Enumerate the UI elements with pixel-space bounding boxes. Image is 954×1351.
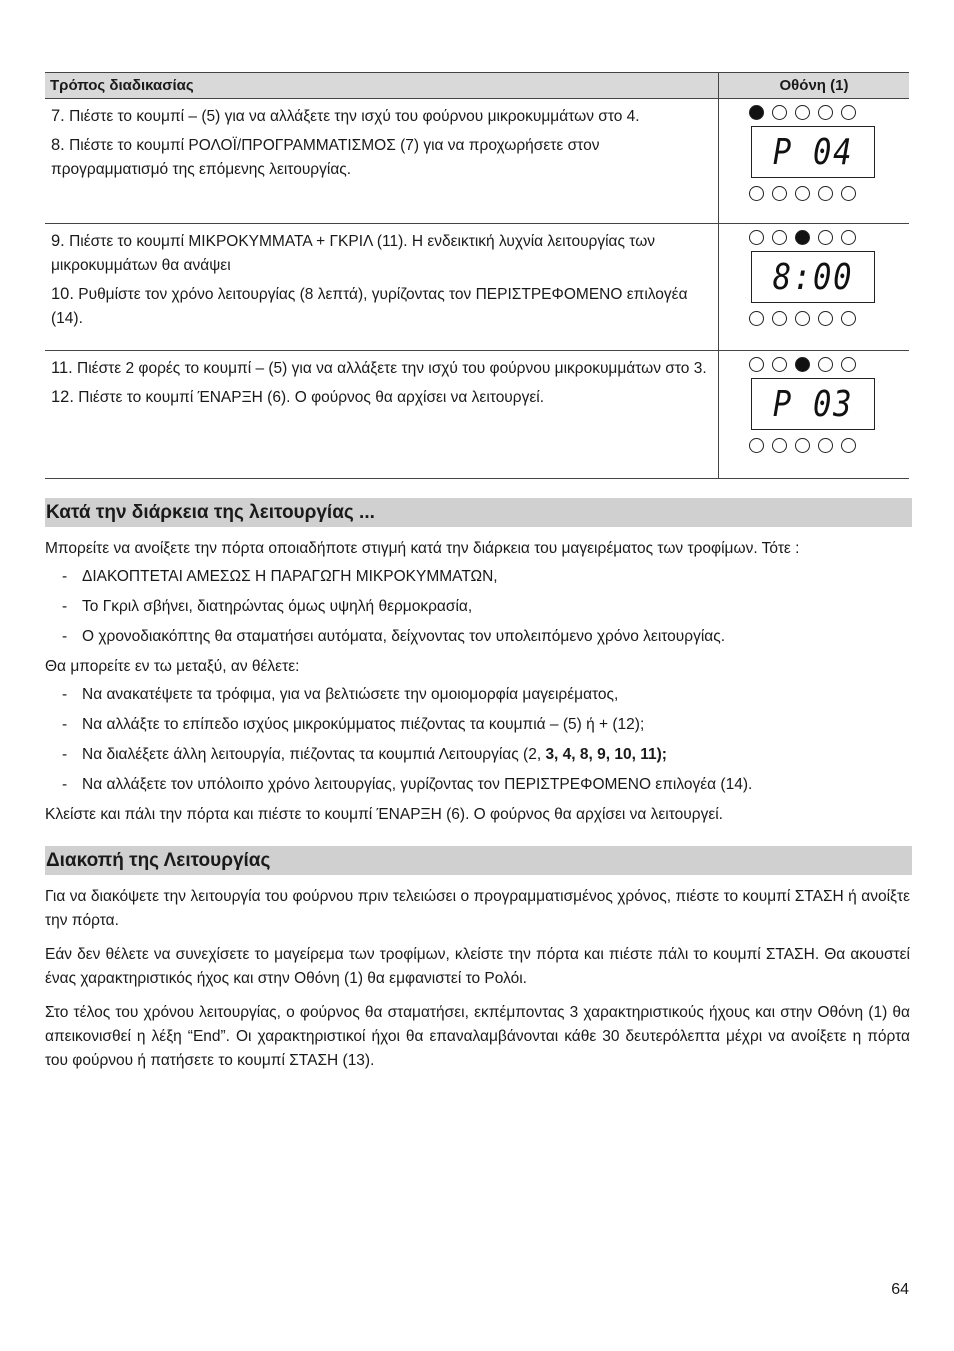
- indicator-light-off: [841, 438, 856, 453]
- indicator-lights-top: [749, 354, 909, 374]
- table-row: [45, 224, 909, 351]
- indicator-light-off: [818, 311, 833, 326]
- bullet-list: [45, 683, 910, 797]
- indicator-light-off: [749, 357, 764, 372]
- indicator-light-off: [795, 438, 810, 453]
- indicator-light-off: [841, 230, 856, 245]
- indicator-light-off: [749, 438, 764, 453]
- indicator-light-off: [841, 311, 856, 326]
- indicator-light-off: [772, 357, 787, 372]
- indicator-light-off: [795, 105, 810, 120]
- paragraph: Για να διακόψετε την λειτουργία του φούρνου πριν τελειώσει ο προγραμματισμένος χρόνος, πιέστε το κουμπί ΣΤΑΣΗ ή ανοίξτε την πόρτα.: [45, 888, 910, 929]
- list-item: - Να διαλέξετε άλλη λειτουργία, πιέζοντας τα κουμπιά Λειτουργίας (2, 3, 4, 8, 9, 10, 11);: [45, 743, 910, 767]
- indicator-light-off: [772, 311, 787, 326]
- lcd-screen: P 03: [751, 378, 875, 430]
- indicator-lights-top: [749, 227, 909, 247]
- indicator-light-off: [795, 311, 810, 326]
- lcd-screen: P 04: [751, 126, 875, 178]
- indicator-light-off: [818, 357, 833, 372]
- section-heading-stop-operation: Διακοπή της Λειτουργίας: [45, 846, 912, 875]
- indicator-light-off: [772, 105, 787, 120]
- list-item: - Να αλλάξτε το επίπεδο ισχύος μικροκύμματος πιέζοντας τα κουμπιά – (5) ή + (12);: [45, 713, 910, 737]
- table-row: [45, 99, 909, 224]
- indicator-light-off: [818, 438, 833, 453]
- indicator-light-on: [795, 357, 810, 372]
- oven-display: [719, 99, 910, 224]
- paragraph: Εάν δεν θέλετε να συνεχίσετε το μαγείρεμα των τροφίμων, κλείστε την πόρτα και πιέστε πάλι το κουμπί ΣΤΑΣΗ. Θα ακουστεί ένας χαρακτηριστικός ήχος και στην Οθόνη (1) θα εμφανιστεί το Ρολόι.: [45, 946, 910, 987]
- header-procedure: Τρόπος διαδικασίας: [45, 73, 719, 99]
- procedure-table: [45, 72, 909, 479]
- indicator-light-off: [818, 105, 833, 120]
- indicator-light-off: [795, 186, 810, 201]
- list-item: - ΔΙΑΚΟΠΤΕΤΑΙ ΑΜΕΣΩΣ Η ΠΑΡΑΓΩΓΗ ΜΙΚΡΟΚΥΜΜΑΤΩΝ,: [45, 565, 910, 589]
- indicator-light-on: [795, 230, 810, 245]
- section-heading-during-operation: Κατά την διάρκεια της λειτουργίας ...: [45, 498, 912, 527]
- step-12: 12. Πιέστε το κουμπί ΈΝΑΡΞΗ (6). Ο φούρνος θα αρχίσει να λειτουργεί.: [51, 388, 545, 406]
- indicator-light-off: [749, 311, 764, 326]
- document-page: [45, 72, 910, 1073]
- table-row: [45, 351, 909, 479]
- step-10: 10. Ρυθμίστε τον χρόνο λειτουργίας (8 λεπτά), γυρίζοντας τον ΠΕΡΙΣΤΡΕΦΟΜΕΝΟ επιλογέα (14).: [51, 285, 688, 327]
- indicator-light-off: [749, 230, 764, 245]
- paragraph: Στο τέλος του χρόνου λειτουργίας, ο φούρνος θα σταματήσει, εκπέμποντας 3 χαρακτηριστικούς ήχους και στην Οθόνη (1) θα απεικονισθεί η λέξη “End”. Οι χαρακτηριστικοί ήχοι θα επαναλαμβάνονται κάθε 30 δευτερόλεπτα μέχρι να ανοίξετε η πόρτα του φούρνου ή πατήσετε το κουμπί ΣΤΑΣΗ (13).: [45, 1004, 910, 1069]
- paragraph: Μπορείτε να ανοίξετε την πόρτα οποιαδήποτε στιγμή κατά την διάρκεια του μαγειρέματος των τροφίμων. Τότε :: [45, 540, 800, 557]
- indicator-light-off: [818, 186, 833, 201]
- oven-display: [719, 351, 910, 479]
- list-item: - Να ανακατέψετε τα τρόφιμα, για να βελτιώσετε την ομοιομορφία μαγειρέματος,: [45, 683, 910, 707]
- paragraph: Θα μπορείτε εν τω μεταξύ, αν θέλετε:: [45, 658, 300, 675]
- indicator-light-off: [841, 186, 856, 201]
- bullet-list: [45, 565, 910, 649]
- step-7: 7. Πιέστε το κουμπί – (5) για να αλλάξετε την ισχύ του φούρνου μικροκυμμάτων στο 4.: [51, 107, 640, 125]
- list-item: - Να αλλάξετε τον υπόλοιπο χρόνο λειτουργίας, γυρίζοντας τον ΠΕΡΙΣΤΡΕΦΟΜΕΝΟ επιλογέα (14).: [45, 773, 910, 797]
- header-display: Οθόνη (1): [719, 73, 910, 99]
- oven-display: [719, 224, 910, 351]
- indicator-lights-top: [749, 102, 909, 122]
- list-item: - Ο χρονοδιακόπτης θα σταματήσει αυτόματα, δείχνοντας τον υπολειπόμενο χρόνο λειτουργίας.: [45, 625, 910, 649]
- step-11: 11. Πιέστε 2 φορές το κουμπί – (5) για να αλλάξετε την ισχύ του φούρνου μικροκυμμάτων στο 3.: [51, 359, 707, 377]
- step-8: 8. Πιέστε το κουμπί ΡΟΛΟΪ/ΠΡΟΓΡΑΜΜΑΤΙΣΜΟΣ (7) για να προχωρήσετε στον προγραμματισμό της επόμενης λειτουργίας.: [51, 136, 600, 178]
- step-9: 9. Πιέστε το κουμπί ΜΙΚΡΟΚΥΜΜΑΤΑ + ΓΚΡΙΛ (11). Η ενδεικτική λυχνία λειτουργίας των μικροκυμμάτων θα ανάψει: [51, 232, 656, 274]
- indicator-lights-bottom: [749, 308, 909, 328]
- indicator-light-on: [749, 105, 764, 120]
- indicator-light-off: [841, 105, 856, 120]
- indicator-light-off: [841, 357, 856, 372]
- list-item: - Το Γκριλ σβήνει, διατηρώντας όμως υψηλή θερμοκρασία,: [45, 595, 910, 619]
- lcd-screen: 8:00: [751, 251, 875, 303]
- indicator-light-off: [772, 186, 787, 201]
- page-number: 64: [891, 1281, 909, 1298]
- indicator-light-off: [772, 438, 787, 453]
- indicator-light-off: [749, 186, 764, 201]
- indicator-lights-bottom: [749, 183, 909, 203]
- indicator-light-off: [772, 230, 787, 245]
- indicator-light-off: [818, 230, 833, 245]
- paragraph: Κλείστε και πάλι την πόρτα και πιέστε το κουμπί ΈΝΑΡΞΗ (6). Ο φούρνος θα αρχίσει να λειτουργεί.: [45, 806, 723, 823]
- indicator-lights-bottom: [749, 435, 909, 455]
